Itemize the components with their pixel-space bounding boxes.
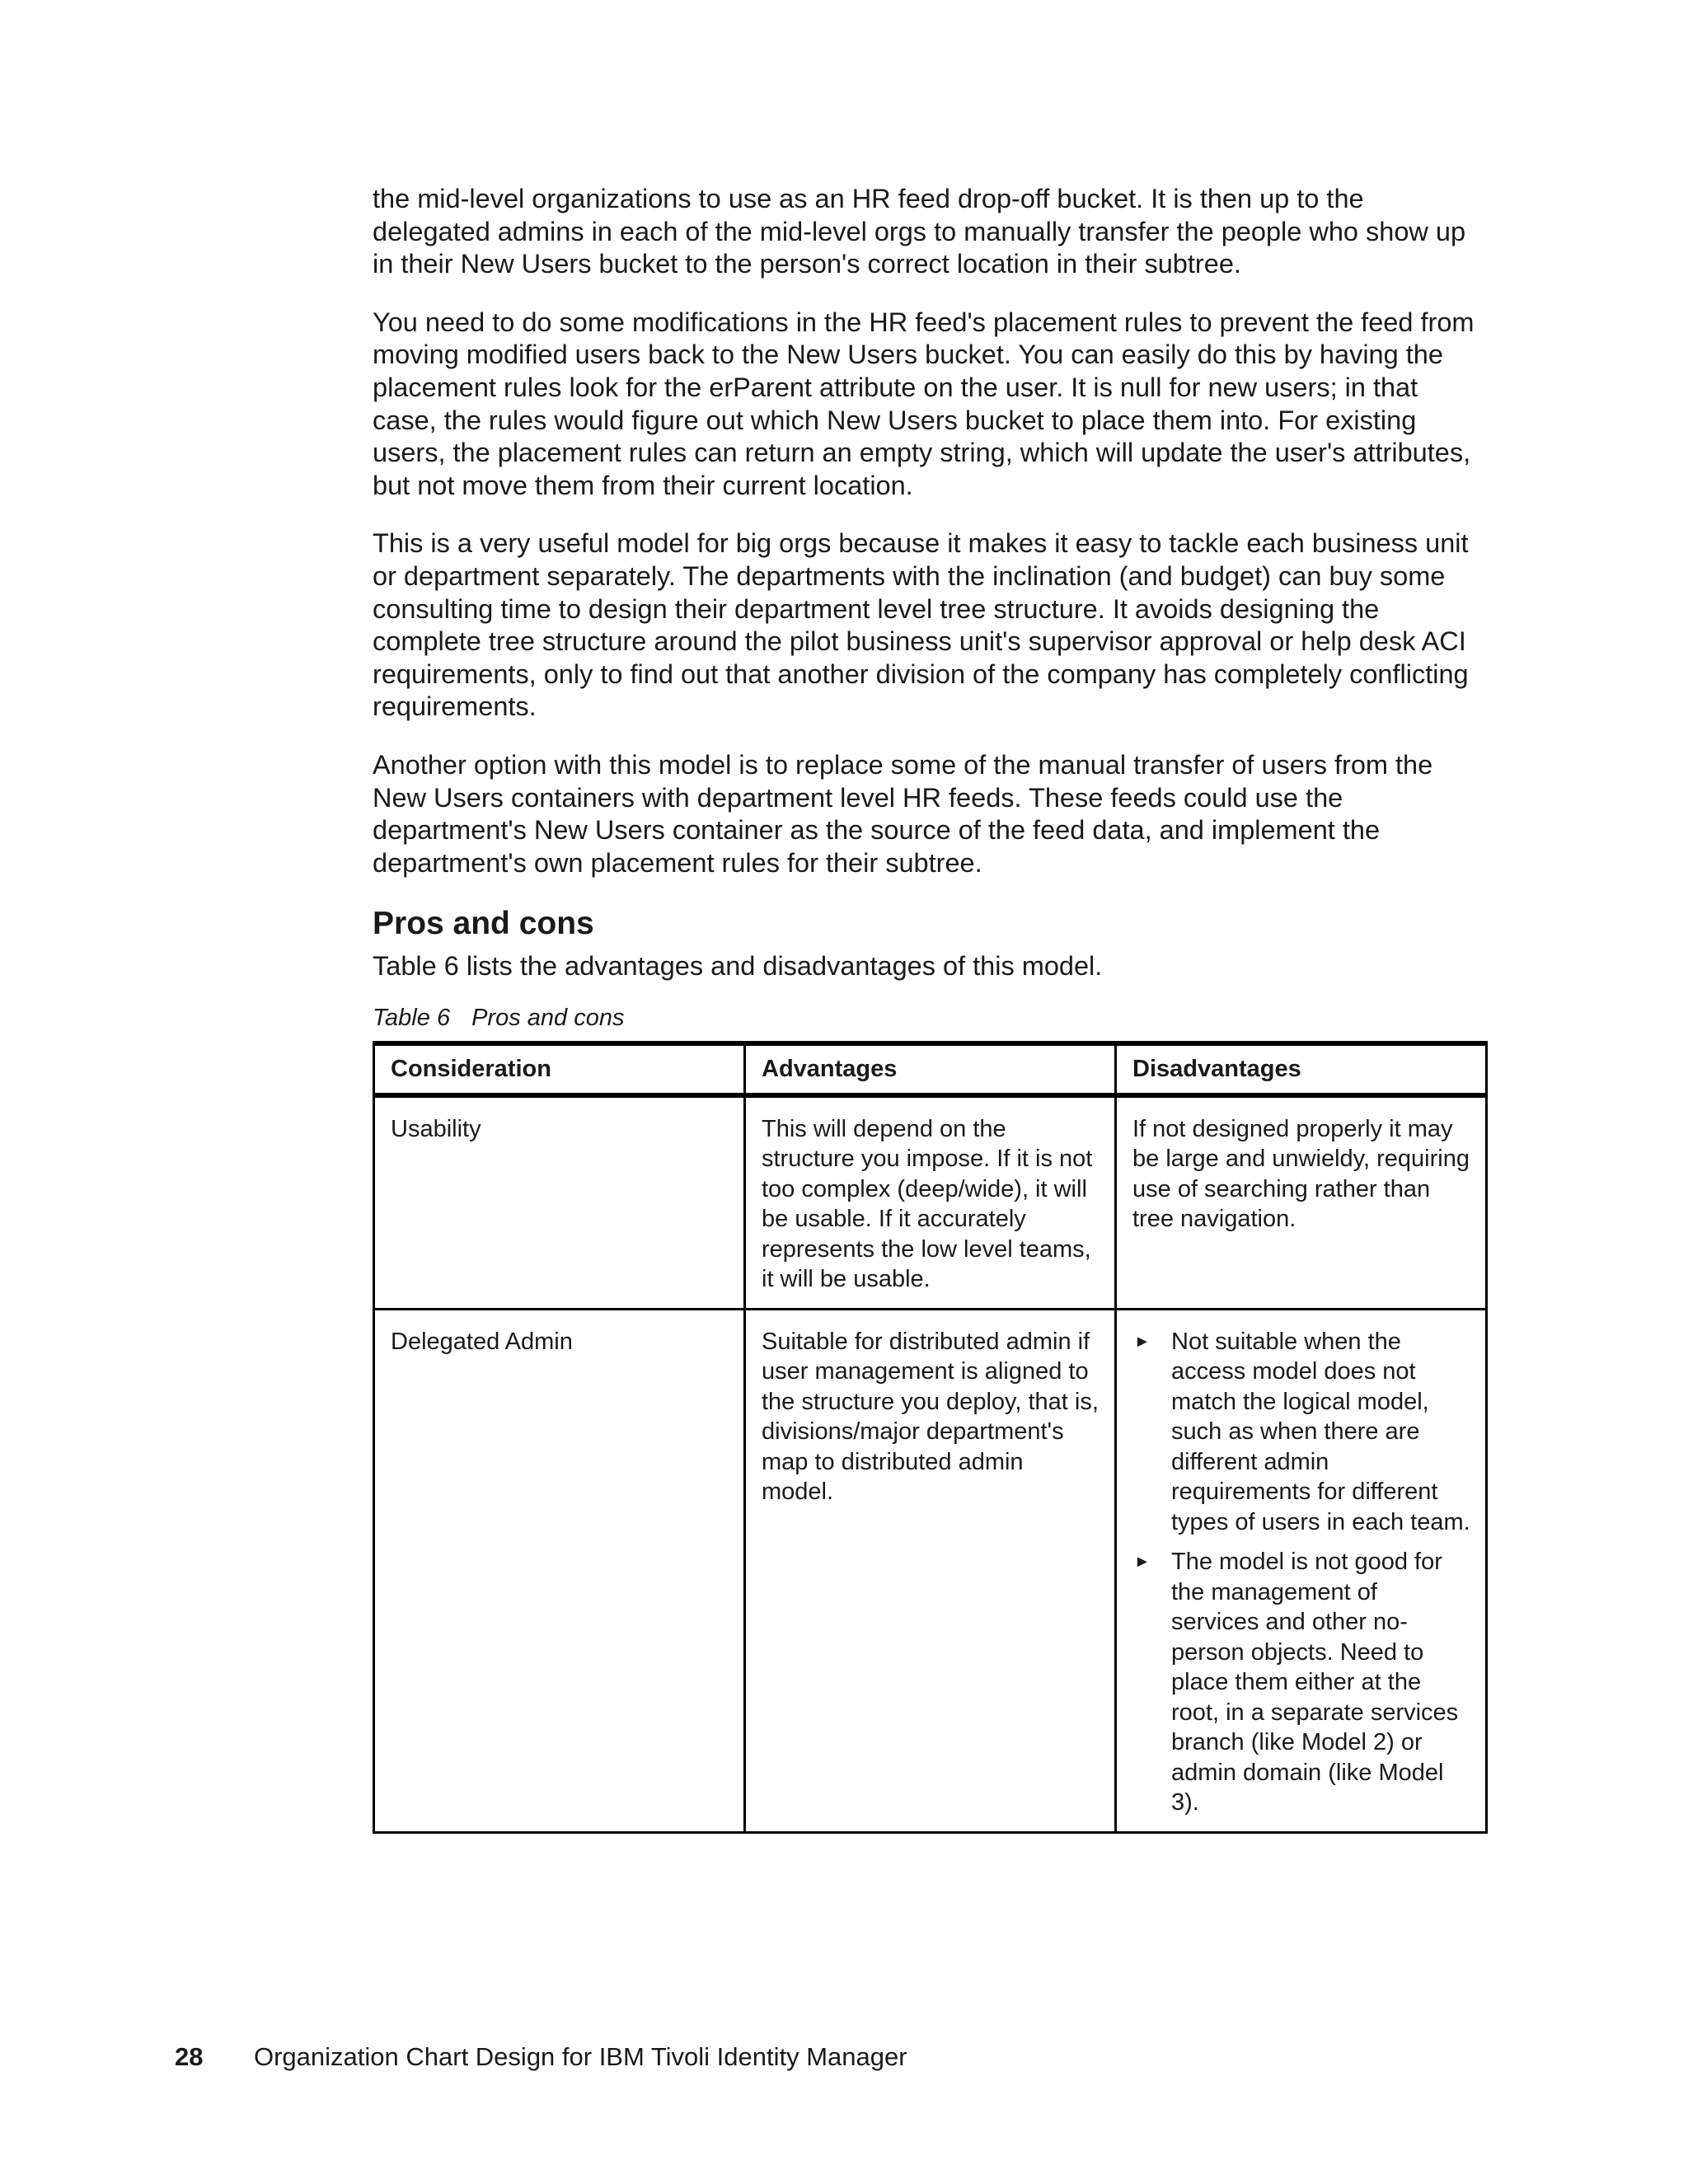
- triangle-right-icon: ►: [1134, 1553, 1151, 1572]
- paragraph: the mid-level organizations to use as an HR feed drop-off bucket. It is then up to the delegated admins in each of the mid-level orgs to manually transfer the people who show up in their New Users bucket to the person's correct location in their subtree.: [373, 184, 1466, 279]
- table-row-delegated-admin: [374, 1309, 1487, 1832]
- table-caption-label: Table 6: [373, 1005, 451, 1032]
- paragraph: This is a very useful model for big orgs because it makes it easy to tackle each business unit or department separately. The departments with the inclination (and budget) can buy some consulting time to design their department level tree structure. It avoids designing the complete tree structure around the pilot business unit's supervisor approval or help desk ACI requirements, only to find out that another division of the company has completely conflicting requirements.: [373, 528, 1469, 722]
- table-row-usability: [374, 1095, 1487, 1310]
- column-header-consideration: Consideration: [374, 1043, 745, 1095]
- bullet-item: [1132, 1327, 1470, 1538]
- page-number: 28: [175, 2042, 204, 2071]
- cell-disadvantages: If not designed properly it may be large and unwieldy, requiring use of searching rather than tree navigation.: [1116, 1095, 1487, 1310]
- pros-cons-table: [373, 1041, 1488, 1834]
- bullet-item: [1132, 1547, 1470, 1818]
- cell-consideration: Delegated Admin: [374, 1309, 745, 1832]
- column-header-disadvantages: Disadvantages: [1116, 1043, 1487, 1095]
- table-caption-title: Pros and cons: [471, 1005, 625, 1032]
- paragraph: Another option with this model is to replace some of the manual transfer of users from the New Users containers with department level HR feeds. These feeds could use the department's New Users container as the source of the feed data, and implement the department's own placement rules for their subtree.: [373, 749, 1433, 878]
- page-content: [373, 183, 1487, 1834]
- cell-advantages: This will depend on the structure you impose. If it is not too complex (deep/wide), it will be usable. If it accurately represents the low level teams, it will be usable.: [745, 1095, 1116, 1310]
- bullet-text: The model is not good for the management of services and other no-person objects. Need to place them either at the root, in a separate services branch (like Model 2) or admin domain (like Model 3).: [1171, 1549, 1459, 1816]
- footer-title: Organization Chart Design for IBM Tivoli Identity Manager: [254, 2042, 907, 2071]
- cell-disadvantages: [1116, 1309, 1487, 1832]
- paragraph: You need to do some modifications in the HR feed's placement rules to prevent the feed from moving modified users back to the New Users bucket. You can easily do this by having the placement rules look for the erParent attribute on the user. It is null for new users; in that case, the rules would figure out which New Users bucket to place them into. For existing users, the placement rules can return an empty string, which will update the user's attributes, but not move them from their current location.: [373, 307, 1475, 500]
- triangle-right-icon: ►: [1134, 1332, 1151, 1351]
- cell-consideration: Usability: [374, 1095, 745, 1310]
- table-header-row: [374, 1043, 1487, 1095]
- disadvantages-bullet-list: [1132, 1327, 1470, 1818]
- page-footer: [175, 2041, 907, 2073]
- section-heading: Pros and cons: [373, 906, 594, 942]
- bullet-text: Not suitable when the access model does not match the logical model, such as when there are different admin requirements for different types of users in each team.: [1171, 1328, 1470, 1535]
- column-header-advantages: Advantages: [745, 1043, 1116, 1095]
- section-intro: Table 6 lists the advantages and disadvantages of this model.: [373, 951, 1103, 982]
- table-caption: [373, 1003, 1487, 1033]
- cell-advantages: Suitable for distributed admin if user management is aligned to the structure you deploy, that is, divisions/major department's map to distributed admin model.: [745, 1309, 1116, 1832]
